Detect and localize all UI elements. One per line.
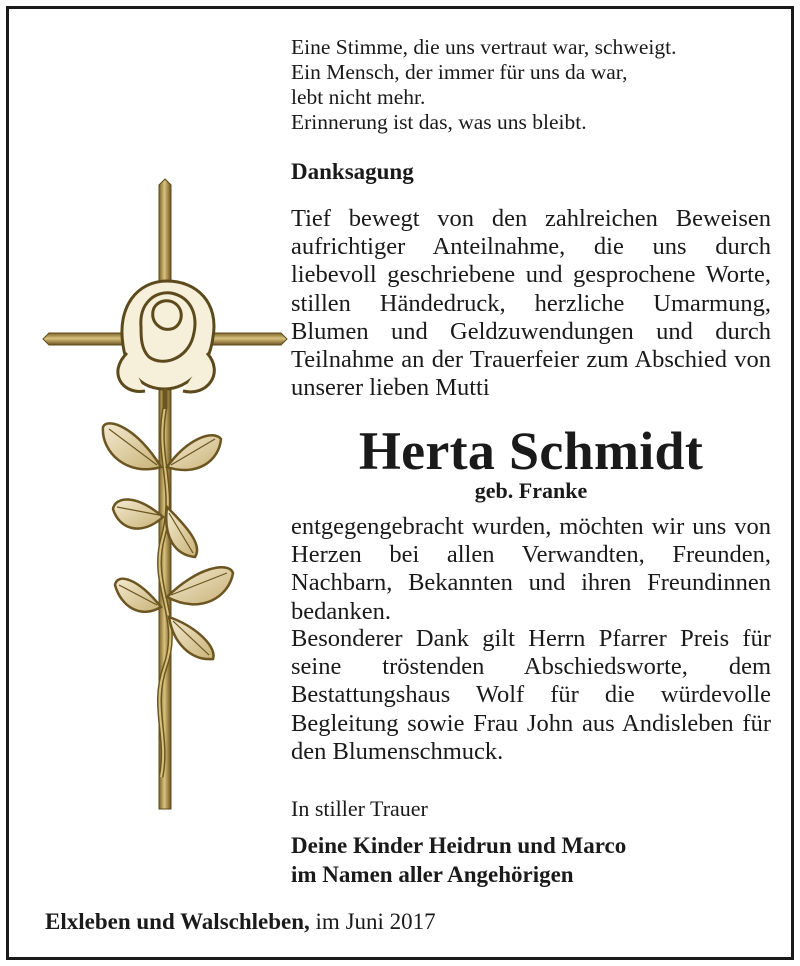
deceased-name: Herta Schmidt (358, 421, 704, 481)
place-names: Elxleben und Walschleben, (45, 909, 310, 934)
memorial-poem (291, 35, 771, 135)
poem-line: Eine Stimme, die uns vertraut war, schweigt. (291, 35, 677, 59)
signature-line: im Namen aller Angehörigen (291, 862, 574, 887)
poem-line: Ein Mensch, der immer für uns da war, (291, 60, 628, 84)
heading-danksagung: Danksagung (291, 159, 414, 184)
signature-block (291, 831, 771, 889)
thanks-paragraph-main: entgegengebracht wurden, möchten wir uns von Herzen bei allen Verwandten, Freunden, Nachbarn, Bekannten und ihren Freundinnen bedanken. (291, 513, 771, 625)
date: im Juni 2017 (315, 909, 436, 934)
closing-phrase: In stiller Trauer (291, 796, 428, 821)
thanks-paragraph-intro: Tief bewegt von den zahlreichen Beweisen aufrichtiger Anteilnahme, die uns durch liebevoll geschriebene und gesprochene Worte, stillen Händedruck, herzliche Umarmung, Blumen und Geldzuwendungen und durch Teilnahme an der Trauerfeier zum Abschied von unserer lieben Mutti (291, 205, 771, 402)
cross-with-rose-icon (37, 177, 293, 817)
birth-name: geb. Franke (474, 478, 588, 503)
poem-line: Erinnerung ist das, was uns bleibt. (291, 110, 587, 134)
place-and-date (45, 907, 436, 937)
poem-line: lebt nicht mehr. (291, 85, 426, 109)
obituary-card (6, 6, 794, 960)
signature-line: Deine Kinder Heidrun und Marco (291, 833, 627, 858)
thanks-paragraph-special: Besonderer Dank gilt Herrn Pfarrer Preis für seine tröstenden Abschiedsworte, dem Bestattungshaus Wolf für die würdevolle Begleitung sowie Frau John aus Andisleben für den Blumenschmuck. (291, 625, 771, 765)
